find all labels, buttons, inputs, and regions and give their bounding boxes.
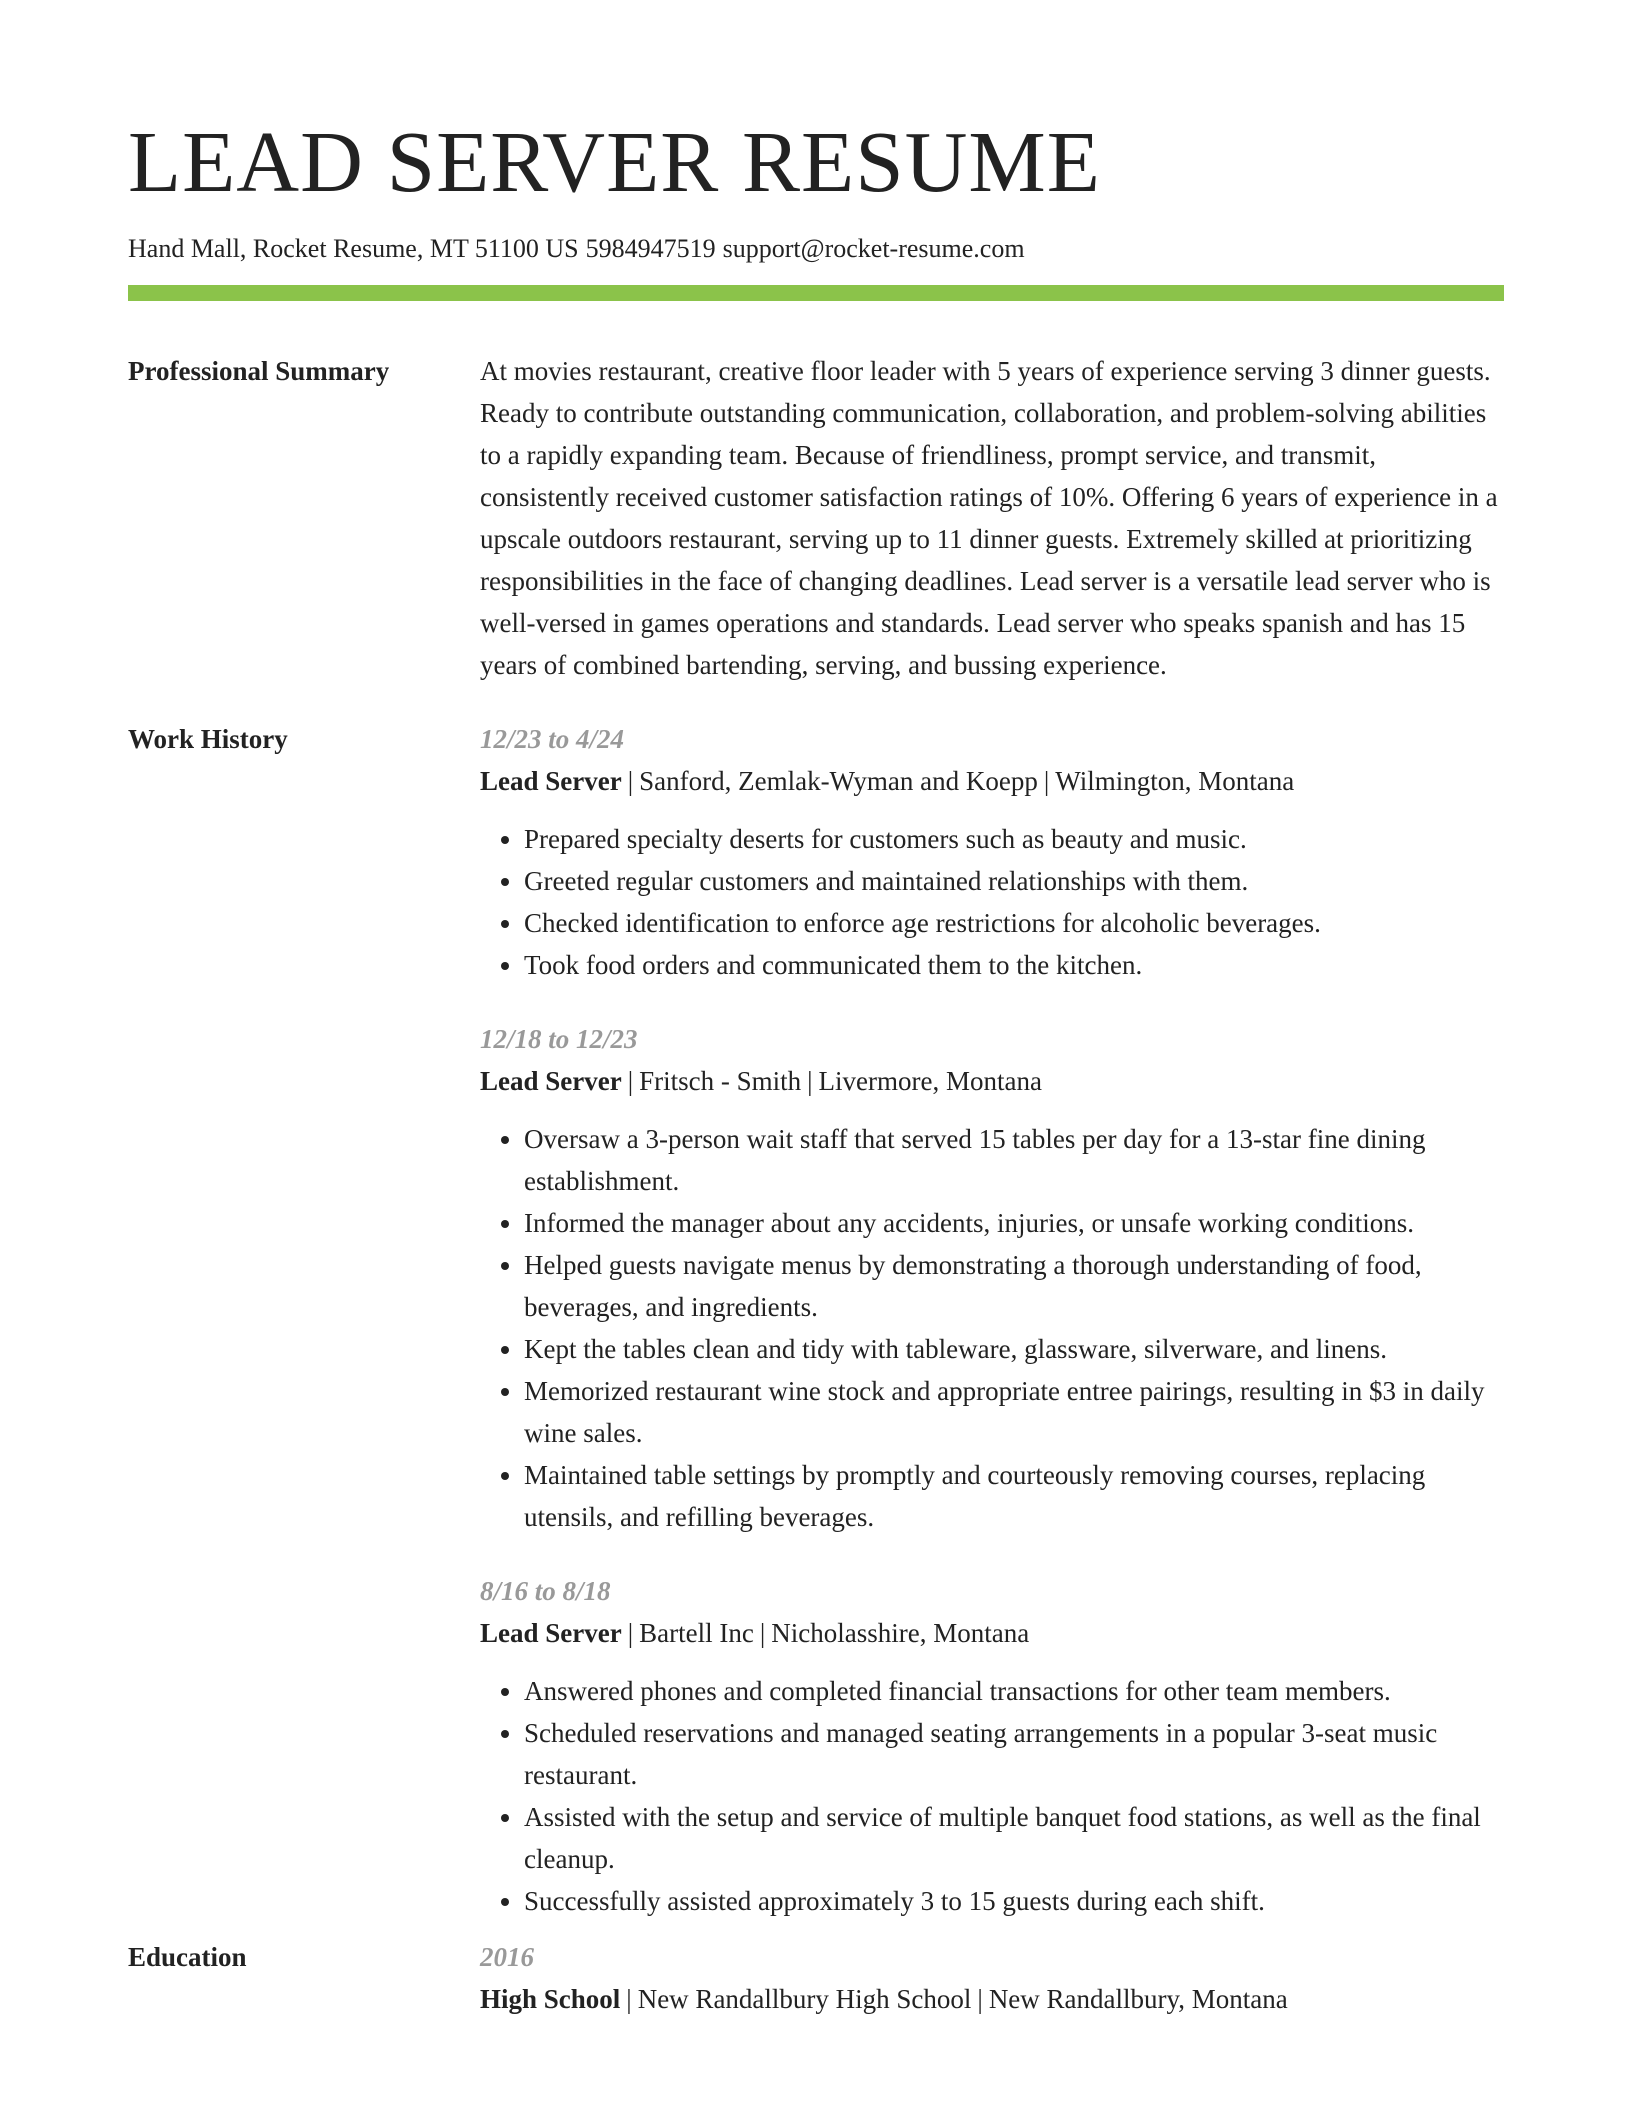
job-entry: [480, 718, 1504, 986]
job-location: Wilmington, Montana: [1055, 766, 1295, 796]
education-location: New Randallbury, Montana: [988, 1984, 1288, 2014]
job-bullet: • Memorized restaurant wine stock and appropriate entree pairings, resulting in $3 in daily wine sales.: [524, 1370, 1504, 1454]
contact-address: Hand Mall, Rocket Resume, MT 51100 US: [128, 234, 579, 263]
job-bullet: • Maintained table settings by promptly and courteously removing courses, replacing utensils, and refilling beverages.: [524, 1454, 1504, 1538]
separator: |: [977, 1984, 983, 2014]
education-heading-line: [480, 1978, 1504, 2020]
job-company: Sanford, Zemlak-Wyman and Koepp: [639, 766, 1038, 796]
summary-text: At movies restaurant, creative floor leader with 5 years of experience serving 3 dinner guests. Ready to contribute outstanding communication, collaboration, and problem-solving abilities to a rapidly expanding team. Because of friendliness, prompt service, and transmit, consistently received customer satisfaction ratings of 10%. Offering 6 years of experience in a upscale outdoors restaurant, serving up to 11 dinner guests. Extremely skilled at prioritizing responsibilities in the face of changing deadlines. Lead server is a versatile lead server who is well-versed in games operations and standards. Lead server who speaks spanish and has 15 years of combined bartending, serving, and bussing experience.: [480, 356, 1498, 680]
separator: |: [627, 766, 634, 796]
job-company: Fritsch - Smith: [639, 1066, 802, 1096]
job-entry: [480, 1570, 1504, 1922]
education-heading: Education: [128, 1942, 247, 1972]
job-dates: 8/16 to 8/18: [480, 1576, 611, 1606]
job-bullets: [480, 1118, 1504, 1538]
job-bullet: • Prepared specialty deserts for customers such as beauty and music.: [524, 818, 1504, 860]
education-entry: [480, 1936, 1504, 2020]
job-bullet: • Successfully assisted approximately 3 to 15 guests during each shift.: [524, 1880, 1504, 1922]
education-date: 2016: [480, 1942, 534, 1972]
job-bullet: • Greeted regular customers and maintained relationships with them.: [524, 860, 1504, 902]
job-bullet: • Scheduled reservations and managed seating arrangements in a popular 3-seat music restaurant.: [524, 1712, 1504, 1796]
job-bullet: • Checked identification to enforce age restrictions for alcoholic beverages.: [524, 902, 1504, 944]
accent-divider: [128, 285, 1504, 301]
summary-heading: Professional Summary: [128, 356, 390, 386]
separator: |: [1043, 766, 1050, 796]
job-bullet: • Helped guests navigate menus by demonstrating a thorough understanding of food, beverages, and ingredients.: [524, 1244, 1504, 1328]
job-bullet: • Answered phones and completed financial transactions for other team members.: [524, 1670, 1504, 1712]
contact-line: [128, 233, 1025, 265]
job-location: Nicholasshire, Montana: [771, 1618, 1030, 1648]
job-bullet: • Assisted with the setup and service of multiple banquet food stations, as well as the final cleanup.: [524, 1796, 1504, 1880]
job-heading: [480, 760, 1504, 802]
job-entry: [480, 1018, 1504, 1538]
job-dates: 12/23 to 4/24: [480, 724, 625, 754]
job-dates: 12/18 to 12/23: [480, 1024, 638, 1054]
job-heading: [480, 1060, 1504, 1102]
job-heading: [480, 1612, 1504, 1654]
separator: |: [627, 1066, 634, 1096]
resume-title: LEAD SERVER RESUME: [128, 113, 1101, 210]
work-history-heading: Work History: [128, 724, 288, 754]
job-company: Bartell Inc: [639, 1618, 754, 1648]
job-title: Lead Server: [480, 1618, 622, 1648]
education-degree: High School: [480, 1984, 621, 2014]
contact-email: support@rocket-resume.com: [722, 234, 1025, 263]
education-section: [128, 1936, 1504, 2020]
separator: |: [626, 1984, 632, 2014]
separator: |: [807, 1066, 813, 1096]
resume-sections: [128, 350, 1504, 2020]
job-bullets: [480, 818, 1504, 986]
job-bullet: • Informed the manager about any accidents, injuries, or unsafe working conditions.: [524, 1202, 1504, 1244]
job-bullet: • Kept the tables clean and tidy with tableware, glassware, silverware, and linens.: [524, 1328, 1504, 1370]
separator: |: [759, 1618, 766, 1648]
job-title: Lead Server: [480, 766, 622, 796]
job-bullets: [480, 1670, 1504, 1922]
education-school: New Randallbury High School: [637, 1984, 972, 2014]
job-bullet: • Oversaw a 3-person wait staff that served 15 tables per day for a 13-star fine dining establishment.: [524, 1118, 1504, 1202]
job-location: Livermore, Montana: [818, 1066, 1042, 1096]
job-title: Lead Server: [480, 1066, 622, 1096]
separator: |: [627, 1618, 634, 1648]
summary-section: [128, 350, 1504, 686]
contact-phone: 5984947519: [585, 234, 716, 263]
job-bullet: • Took food orders and communicated them to the kitchen.: [524, 944, 1504, 986]
work-history-section: [128, 718, 1504, 1922]
